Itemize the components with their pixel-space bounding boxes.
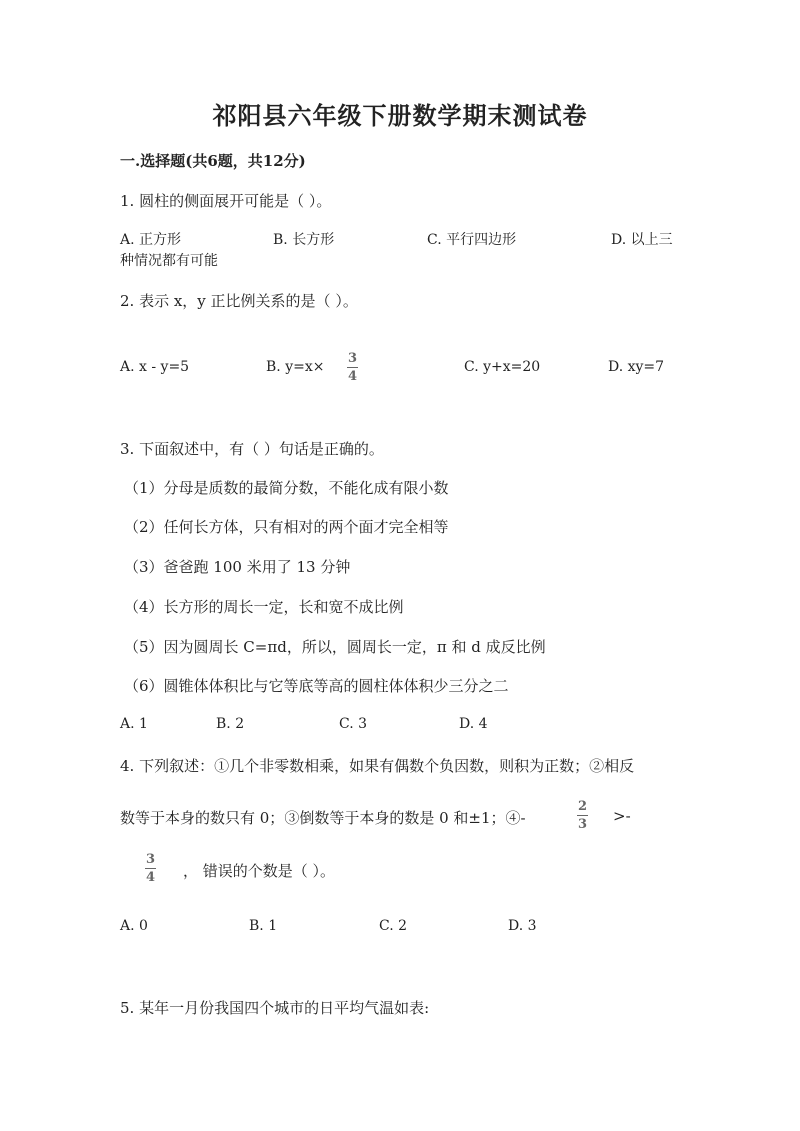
- q3-statement-5: （5）因为圆周长 C=πd，所以，圆周长一定，π 和 d 成反比例: [124, 638, 546, 656]
- fraction-denominator: 3: [577, 817, 588, 832]
- q2-option-c: C. y+x=20: [464, 359, 541, 375]
- fraction-numerator: 3: [347, 351, 358, 366]
- question-3: 3. 下面叙述中，有（ ）句话是正确的。: [120, 440, 384, 458]
- fraction-bar: [145, 868, 156, 869]
- q3-statement-4: （4）长方形的周长一定，长和宽不成比例: [124, 598, 404, 616]
- q4-option-c: C. 2: [379, 918, 408, 934]
- q1-option-b: B. 长方形: [273, 232, 335, 248]
- fraction-numerator: 2: [577, 799, 588, 814]
- q3-option-c: C. 3: [339, 716, 368, 732]
- q1-option-d: D. 以上三: [611, 232, 673, 248]
- q2-option-a: A. x - y=5: [120, 359, 190, 375]
- q2-fraction: [347, 352, 358, 383]
- fraction-denominator: 4: [145, 870, 156, 885]
- q3-statement-6: （6）圆锥体体积比与它等底等高的圆柱体体积少三分之二: [124, 677, 509, 695]
- q3-option-b: B. 2: [216, 716, 245, 732]
- q3-option-a: A. 1: [120, 716, 148, 732]
- q4-option-b: B. 1: [249, 918, 278, 934]
- question-1: 1. 圆柱的侧面展开可能是（ ）。: [120, 192, 332, 210]
- question-2: 2. 表示 x，y 正比例关系的是（ ）。: [120, 292, 358, 310]
- fraction-bar: [577, 815, 588, 816]
- q2-option-d: D. xy=7: [608, 359, 665, 375]
- page-title: 祁阳县六年级下册数学期末测试卷: [212, 101, 588, 130]
- fraction-numerator: 3: [145, 852, 156, 867]
- q3-statement-3: （3）爸爸跑 100 米用了 13 分钟: [124, 558, 351, 576]
- fraction-denominator: 4: [347, 369, 358, 384]
- q3-statement-1: （1）分母是质数的最简分数，不能化成有限小数: [124, 479, 449, 497]
- question-5: 5. 某年一月份我国四个城市的日平均气温如表:: [120, 999, 430, 1017]
- fraction-bar: [347, 367, 358, 368]
- q1-option-c: C. 平行四边形: [427, 232, 517, 248]
- section-heading: 一.选择题(共6题，共12分): [120, 152, 306, 170]
- q3-statement-2: （2）任何长方体，只有相对的两个面才完全相等: [124, 518, 449, 536]
- q1-option-a: A. 正方形: [120, 232, 182, 248]
- q4-greater-than: >-: [613, 807, 631, 825]
- q2-option-b: B. y=x×: [266, 359, 325, 375]
- q4-fraction-1: [577, 800, 588, 831]
- question-4-line-2: 数等于本身的数只有 0；③倒数等于本身的数是 0 和±1；④-: [120, 809, 526, 827]
- question-4-line-1: 4. 下列叙述：①几个非零数相乘，如果有偶数个负因数，则积为正数；②相反: [120, 757, 635, 775]
- q1-option-d-wrap: 种情况都有可能: [120, 253, 218, 269]
- q3-option-d: D. 4: [459, 716, 488, 732]
- q4-option-a: A. 0: [120, 918, 148, 934]
- q4-option-d: D. 3: [508, 918, 537, 934]
- question-4-line-3: ， 错误的个数是（ ）。: [183, 862, 336, 880]
- q4-fraction-2: [145, 853, 156, 884]
